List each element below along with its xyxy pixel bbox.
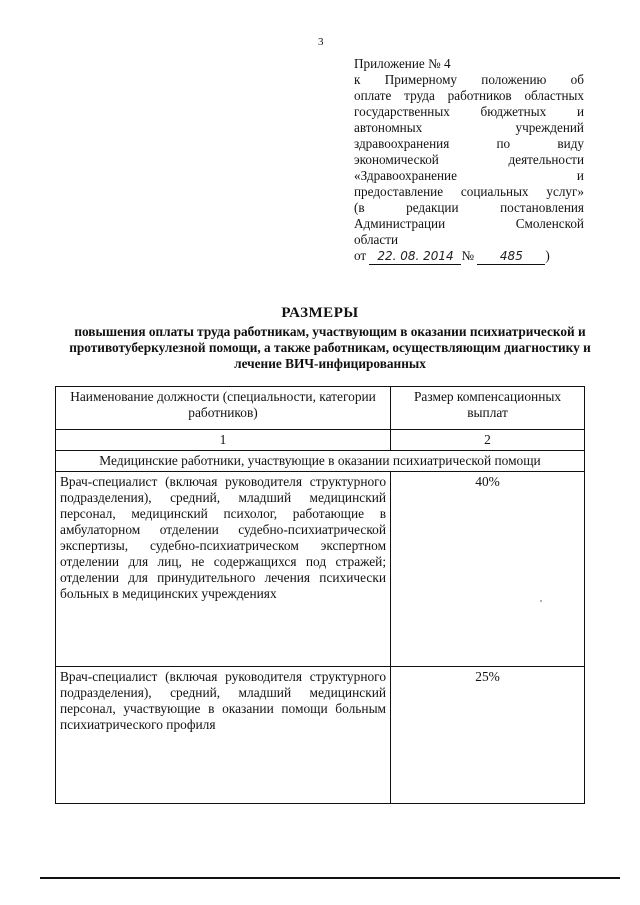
handwritten-date: 22. 08. 2014: [369, 248, 461, 265]
position-cell: Врач-специалист (включая руководителя структурного подразделения), средний, младший медицинский персонал, участвующие в оказании помощи больным психиатрического профиля: [56, 667, 391, 804]
appendix-date-line: [354, 248, 550, 263]
section-heading: Медицинские работники, участвующие в оказании психиатрической помощи: [56, 451, 585, 472]
appendix-line: экономической деятельности: [354, 152, 584, 167]
table-header-row: [56, 387, 585, 430]
column-number-row: [56, 430, 585, 451]
scan-speck: [540, 600, 542, 602]
rate-cell: 25%: [391, 667, 585, 804]
bottom-rule: [40, 877, 620, 879]
date-prefix: от: [354, 248, 367, 263]
appendix-line: области: [354, 232, 399, 247]
section-row: [56, 451, 585, 472]
closing-paren: ): [545, 248, 550, 263]
column-number: 1: [56, 430, 391, 451]
handwritten-number: 485: [477, 248, 545, 265]
appendix-line: к Примерному положению об: [354, 72, 584, 87]
page-number: 3: [318, 36, 324, 48]
document-subtitle: повышения оплаты труда работникам, участвующим в оказании психиатрической и противотуберкулезной помощи, а также работникам, осуществляющим диагностику и лечение ВИЧ-инфицированных: [69, 324, 591, 371]
position-cell: Врач-специалист (включая руководителя структурного подразделения), средний, младший медицинский персонал, медицинский психолог, работающие в амбулаторном отделении судебно-психиатрической экспертизы, судебно-психиатрическом экспертном отделении для лиц, не содержащихся под стражей; отделении для принудительного лечения психически больных в медицинских учреждениях: [56, 472, 391, 667]
appendix-line: государственных бюджетных и: [354, 104, 584, 119]
column-number: 2: [391, 430, 585, 451]
table-row: [56, 667, 585, 804]
appendix-line: предоставление социальных услуг»: [354, 184, 584, 199]
appendix-line: Администрации Смоленской: [354, 216, 584, 231]
appendix-line: оплате труда работников областных: [354, 88, 584, 103]
appendix-line: (в редакции постановления: [354, 200, 584, 215]
appendix-line: «Здравоохранение и: [354, 168, 584, 183]
rate-cell: 40%: [391, 472, 585, 667]
appendix-line: автономных учреждений: [354, 120, 584, 135]
appendix-line: здравоохранения по виду: [354, 136, 584, 151]
rates-table: [55, 386, 585, 804]
appendix-block: [354, 56, 584, 265]
header-rate: Размер компенсационных выплат: [391, 387, 585, 430]
number-prefix: №: [461, 248, 475, 263]
document-title: РАЗМЕРЫ: [281, 305, 359, 321]
appendix-line: Приложение № 4: [354, 56, 451, 71]
header-position: Наименование должности (специальности, категории работников): [56, 387, 391, 430]
table-row: [56, 472, 585, 667]
